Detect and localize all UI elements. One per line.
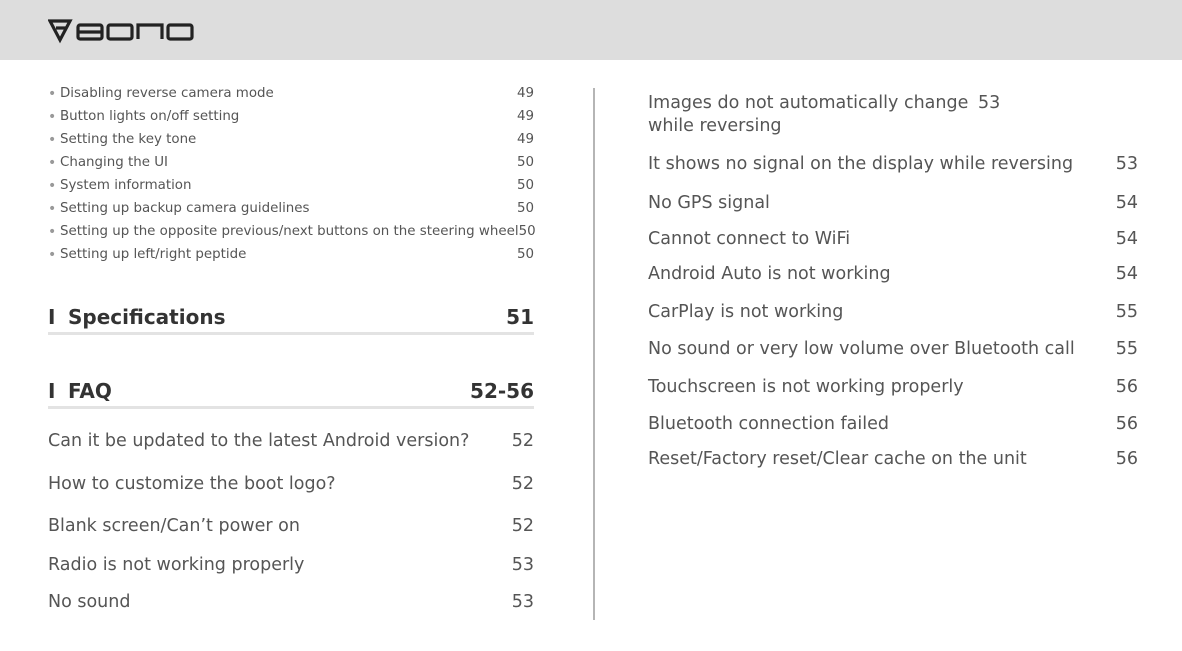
faq-entry[interactable]: It shows no signal on the display while reversing 53	[648, 154, 1138, 174]
list-item[interactable]: • Changing the UI 50	[48, 154, 534, 171]
list-item[interactable]: • System information 50	[48, 177, 534, 194]
faq-entry[interactable]: How to customize the boot logo? 52	[48, 474, 534, 494]
list-item[interactable]: • Setting the key tone 49	[48, 131, 534, 148]
bullet-icon: •	[48, 85, 57, 102]
faq-entry[interactable]: No sound or very low volume over Bluetooth call 55	[648, 339, 1138, 359]
list-item[interactable]: • Setting up the opposite previous/next buttons on the steering wheel 50	[48, 223, 536, 240]
faq-entry[interactable]: Android Auto is not working 54	[648, 264, 1138, 284]
bullet-icon: •	[48, 154, 57, 171]
eonon-logo	[48, 18, 198, 44]
list-item[interactable]: • Setting up backup camera guidelines 50	[48, 200, 534, 217]
settings-subitem-list	[48, 82, 534, 266]
bullet-icon: •	[48, 177, 57, 194]
list-item[interactable]: • Disabling reverse camera mode 49	[48, 85, 534, 102]
faq-entry[interactable]: Images do not automatically change while reversing 53	[648, 93, 1001, 136]
column-divider	[593, 88, 595, 620]
bullet-icon: •	[48, 246, 57, 263]
bullet-icon: •	[48, 108, 57, 125]
bullet-icon: •	[48, 131, 57, 148]
section-specifications[interactable]: I Specifications 51	[48, 302, 534, 335]
bullet-icon: •	[48, 223, 57, 240]
faq-entry[interactable]: No sound 53	[48, 592, 534, 612]
bullet-icon: •	[48, 200, 57, 217]
faq-entry[interactable]: Blank screen/Can’t power on 52	[48, 516, 534, 536]
faq-entry[interactable]: Reset/Factory reset/Clear cache on the unit 56	[648, 449, 1138, 469]
faq-entry[interactable]: CarPlay is not working 55	[648, 302, 1138, 322]
faq-entry[interactable]: Can it be updated to the latest Android version? 52	[48, 431, 534, 451]
list-item[interactable]: • Setting up left/right peptide 50	[48, 246, 534, 263]
faq-entry[interactable]: Touchscreen is not working properly 56	[648, 377, 1138, 397]
faq-entry[interactable]: No GPS signal 54	[648, 193, 1138, 213]
faq-entry[interactable]: Cannot connect to WiFi 54	[648, 229, 1138, 249]
list-item[interactable]: • Button lights on/off setting 49	[48, 108, 534, 125]
faq-entry[interactable]: Bluetooth connection failed 56	[648, 414, 1138, 434]
faq-entry[interactable]: Radio is not working properly 53	[48, 555, 534, 575]
page-header	[0, 0, 1182, 60]
section-faq[interactable]: I FAQ 52-56	[48, 376, 534, 409]
